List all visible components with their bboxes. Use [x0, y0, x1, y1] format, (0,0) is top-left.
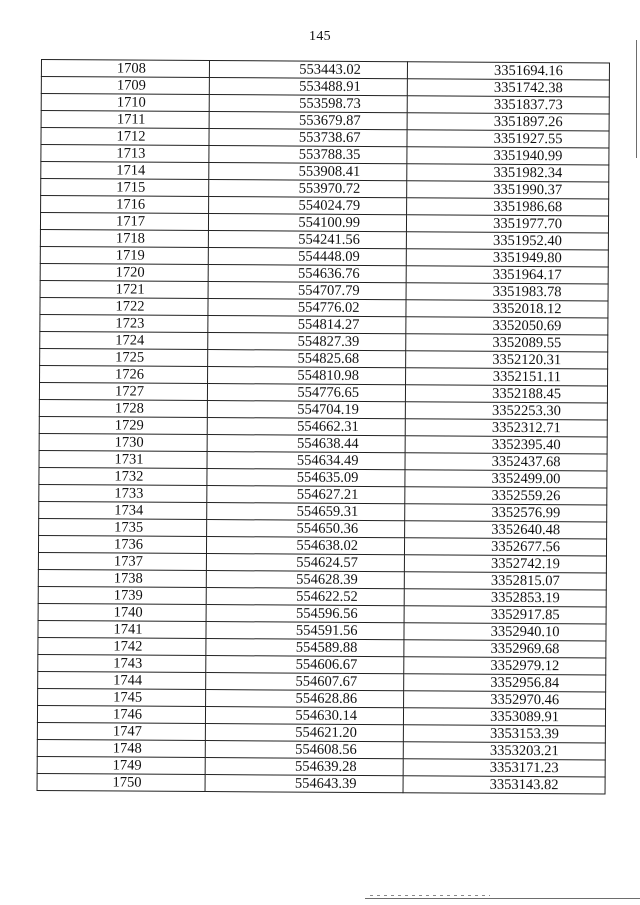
point-number-cell: 1734 — [39, 501, 207, 519]
coordinates-table-body — [37, 60, 609, 794]
x-coordinate-cell: 554628.86 — [206, 690, 404, 708]
point-number-cell: 1710 — [41, 94, 209, 112]
point-number-cell: 1712 — [41, 128, 209, 146]
x-coordinate-cell: 554628.39 — [206, 571, 404, 589]
point-number-cell: 1737 — [38, 552, 206, 570]
point-number-cell: 1725 — [40, 348, 208, 366]
point-number-cell: 1722 — [40, 297, 208, 315]
y-coordinate-cell: 3353203.21 — [403, 742, 605, 760]
x-coordinate-cell: 554776.02 — [208, 299, 406, 317]
y-coordinate-cell: 3352499.00 — [405, 470, 607, 488]
y-coordinate-cell: 3353143.82 — [403, 776, 605, 794]
y-coordinate-cell: 3352018.12 — [406, 300, 608, 318]
x-coordinate-cell: 554630.14 — [205, 707, 403, 725]
x-coordinate-cell: 553679.87 — [209, 112, 407, 130]
point-number-cell: 1738 — [38, 569, 206, 587]
point-number-cell: 1736 — [38, 535, 206, 553]
table-row — [37, 773, 605, 793]
point-number-cell: 1709 — [41, 77, 209, 95]
page-number: 145 — [309, 29, 331, 44]
y-coordinate-cell: 3353171.23 — [403, 759, 605, 777]
point-number-cell: 1723 — [40, 314, 208, 332]
point-number-cell: 1719 — [40, 246, 208, 264]
y-coordinate-cell: 3352815.07 — [404, 572, 606, 590]
point-number-cell: 1743 — [38, 654, 206, 672]
y-coordinate-cell: 3352151.11 — [406, 368, 608, 386]
y-coordinate-cell: 3351952.40 — [406, 232, 608, 250]
x-coordinate-cell: 554634.49 — [207, 452, 405, 470]
x-coordinate-cell: 553788.35 — [209, 146, 407, 164]
y-coordinate-cell: 3351897.26 — [407, 113, 609, 131]
y-coordinate-cell: 3352640.48 — [405, 521, 607, 539]
point-number-cell: 1726 — [40, 365, 208, 383]
y-coordinate-cell: 3352188.45 — [405, 385, 607, 403]
point-number-cell: 1746 — [37, 705, 205, 723]
y-coordinate-cell: 3351927.55 — [407, 130, 609, 148]
x-coordinate-cell: 553443.02 — [209, 61, 407, 79]
y-coordinate-cell: 3352120.31 — [406, 351, 608, 369]
point-number-cell: 1718 — [40, 229, 208, 247]
x-coordinate-cell: 554825.68 — [208, 350, 406, 368]
y-coordinate-cell: 3351986.68 — [407, 198, 609, 216]
point-number-cell: 1716 — [41, 196, 209, 214]
y-coordinate-cell: 3352970.46 — [404, 691, 606, 709]
x-coordinate-cell: 554662.31 — [207, 418, 405, 436]
x-coordinate-cell: 554589.88 — [206, 639, 404, 657]
point-number-cell: 1733 — [39, 484, 207, 502]
y-coordinate-cell: 3352559.26 — [405, 487, 607, 505]
point-number-cell: 1717 — [40, 213, 208, 231]
x-coordinate-cell: 554776.65 — [207, 384, 405, 402]
y-coordinate-cell: 3352956.84 — [404, 674, 606, 692]
point-number-cell: 1732 — [39, 467, 207, 485]
x-coordinate-cell: 554607.67 — [206, 673, 404, 691]
x-coordinate-cell: 554659.31 — [207, 503, 405, 521]
point-number-cell: 1749 — [37, 756, 205, 774]
x-coordinate-cell: 554621.20 — [205, 724, 403, 742]
y-coordinate-cell: 3352253.30 — [405, 402, 607, 420]
y-coordinate-cell: 3351742.38 — [407, 79, 609, 97]
x-coordinate-cell: 554624.57 — [206, 554, 404, 572]
y-coordinate-cell: 3352050.69 — [406, 317, 608, 335]
y-coordinate-cell: 3351694.16 — [407, 62, 609, 80]
y-coordinate-cell: 3351964.17 — [406, 266, 608, 284]
x-coordinate-cell: 554635.09 — [207, 469, 405, 487]
y-coordinate-cell: 3352395.40 — [405, 436, 607, 454]
point-number-cell: 1740 — [38, 603, 206, 621]
x-coordinate-cell: 553738.67 — [209, 129, 407, 147]
point-number-cell: 1744 — [38, 671, 206, 689]
y-coordinate-cell: 3351940.99 — [407, 147, 609, 165]
y-coordinate-cell: 3351990.37 — [407, 181, 609, 199]
point-number-cell: 1745 — [38, 688, 206, 706]
x-coordinate-cell: 554638.44 — [207, 435, 405, 453]
y-coordinate-cell: 3351977.70 — [406, 215, 608, 233]
x-coordinate-cell: 554591.56 — [206, 622, 404, 640]
coordinates-table — [37, 59, 610, 794]
x-coordinate-cell: 554810.98 — [208, 367, 406, 385]
point-number-cell: 1721 — [40, 280, 208, 298]
y-coordinate-cell: 3352969.68 — [404, 640, 606, 658]
point-number-cell: 1727 — [39, 382, 207, 400]
scan-bottom-rule — [365, 898, 640, 899]
point-number-cell: 1715 — [41, 179, 209, 197]
x-coordinate-cell: 553488.91 — [209, 78, 407, 96]
x-coordinate-cell: 553598.73 — [209, 95, 407, 113]
y-coordinate-cell: 3353153.39 — [403, 725, 605, 743]
x-coordinate-cell: 554650.36 — [207, 520, 405, 538]
y-coordinate-cell: 3351949.80 — [406, 249, 608, 267]
y-coordinate-cell: 3352089.55 — [406, 334, 608, 352]
x-coordinate-cell: 554643.39 — [205, 775, 403, 793]
x-coordinate-cell: 554241.56 — [208, 231, 406, 249]
point-number-cell: 1711 — [41, 111, 209, 129]
point-number-cell: 1729 — [39, 416, 207, 434]
point-number-cell: 1750 — [37, 773, 205, 791]
point-number-cell: 1739 — [38, 586, 206, 604]
point-number-cell: 1708 — [41, 60, 209, 78]
y-coordinate-cell: 3353089.91 — [403, 708, 605, 726]
y-coordinate-cell: 3352576.99 — [405, 504, 607, 522]
x-coordinate-cell: 554448.09 — [208, 248, 406, 266]
y-coordinate-cell: 3351837.73 — [407, 96, 609, 114]
x-coordinate-cell: 553970.72 — [209, 180, 407, 198]
point-number-cell: 1728 — [39, 399, 207, 417]
x-coordinate-cell: 554622.52 — [206, 588, 404, 606]
y-coordinate-cell: 3352437.68 — [405, 453, 607, 471]
point-number-cell: 1724 — [40, 331, 208, 349]
scan-bottom-dots — [370, 895, 490, 896]
y-coordinate-cell: 3352940.10 — [404, 623, 606, 641]
scan-edge-mark — [636, 40, 637, 158]
x-coordinate-cell: 554024.79 — [209, 197, 407, 215]
x-coordinate-cell: 554638.02 — [206, 537, 404, 555]
x-coordinate-cell: 554606.67 — [206, 656, 404, 674]
y-coordinate-cell: 3352979.12 — [404, 657, 606, 675]
x-coordinate-cell: 554827.39 — [208, 333, 406, 351]
x-coordinate-cell: 554596.56 — [206, 605, 404, 623]
point-number-cell: 1713 — [41, 145, 209, 163]
y-coordinate-cell: 3352917.85 — [404, 606, 606, 624]
y-coordinate-cell: 3352853.19 — [404, 589, 606, 607]
x-coordinate-cell: 554707.79 — [208, 282, 406, 300]
x-coordinate-cell: 554639.28 — [205, 758, 403, 776]
point-number-cell: 1748 — [37, 739, 205, 757]
point-number-cell: 1720 — [40, 263, 208, 281]
point-number-cell: 1714 — [41, 162, 209, 180]
point-number-cell: 1735 — [39, 518, 207, 536]
point-number-cell: 1731 — [39, 450, 207, 468]
x-coordinate-cell: 553908.41 — [209, 163, 407, 181]
y-coordinate-cell: 3351982.34 — [407, 164, 609, 182]
point-number-cell: 1742 — [38, 637, 206, 655]
x-coordinate-cell: 554704.19 — [207, 401, 405, 419]
x-coordinate-cell: 554608.56 — [205, 741, 403, 759]
x-coordinate-cell: 554636.76 — [208, 265, 406, 283]
y-coordinate-cell: 3351983.78 — [406, 283, 608, 301]
point-number-cell: 1747 — [37, 722, 205, 740]
x-coordinate-cell: 554814.27 — [208, 316, 406, 334]
y-coordinate-cell: 3352677.56 — [404, 538, 606, 556]
x-coordinate-cell: 554627.21 — [207, 486, 405, 504]
y-coordinate-cell: 3352742.19 — [404, 555, 606, 573]
point-number-cell: 1741 — [38, 620, 206, 638]
x-coordinate-cell: 554100.99 — [208, 214, 406, 232]
y-coordinate-cell: 3352312.71 — [405, 419, 607, 437]
point-number-cell: 1730 — [39, 433, 207, 451]
